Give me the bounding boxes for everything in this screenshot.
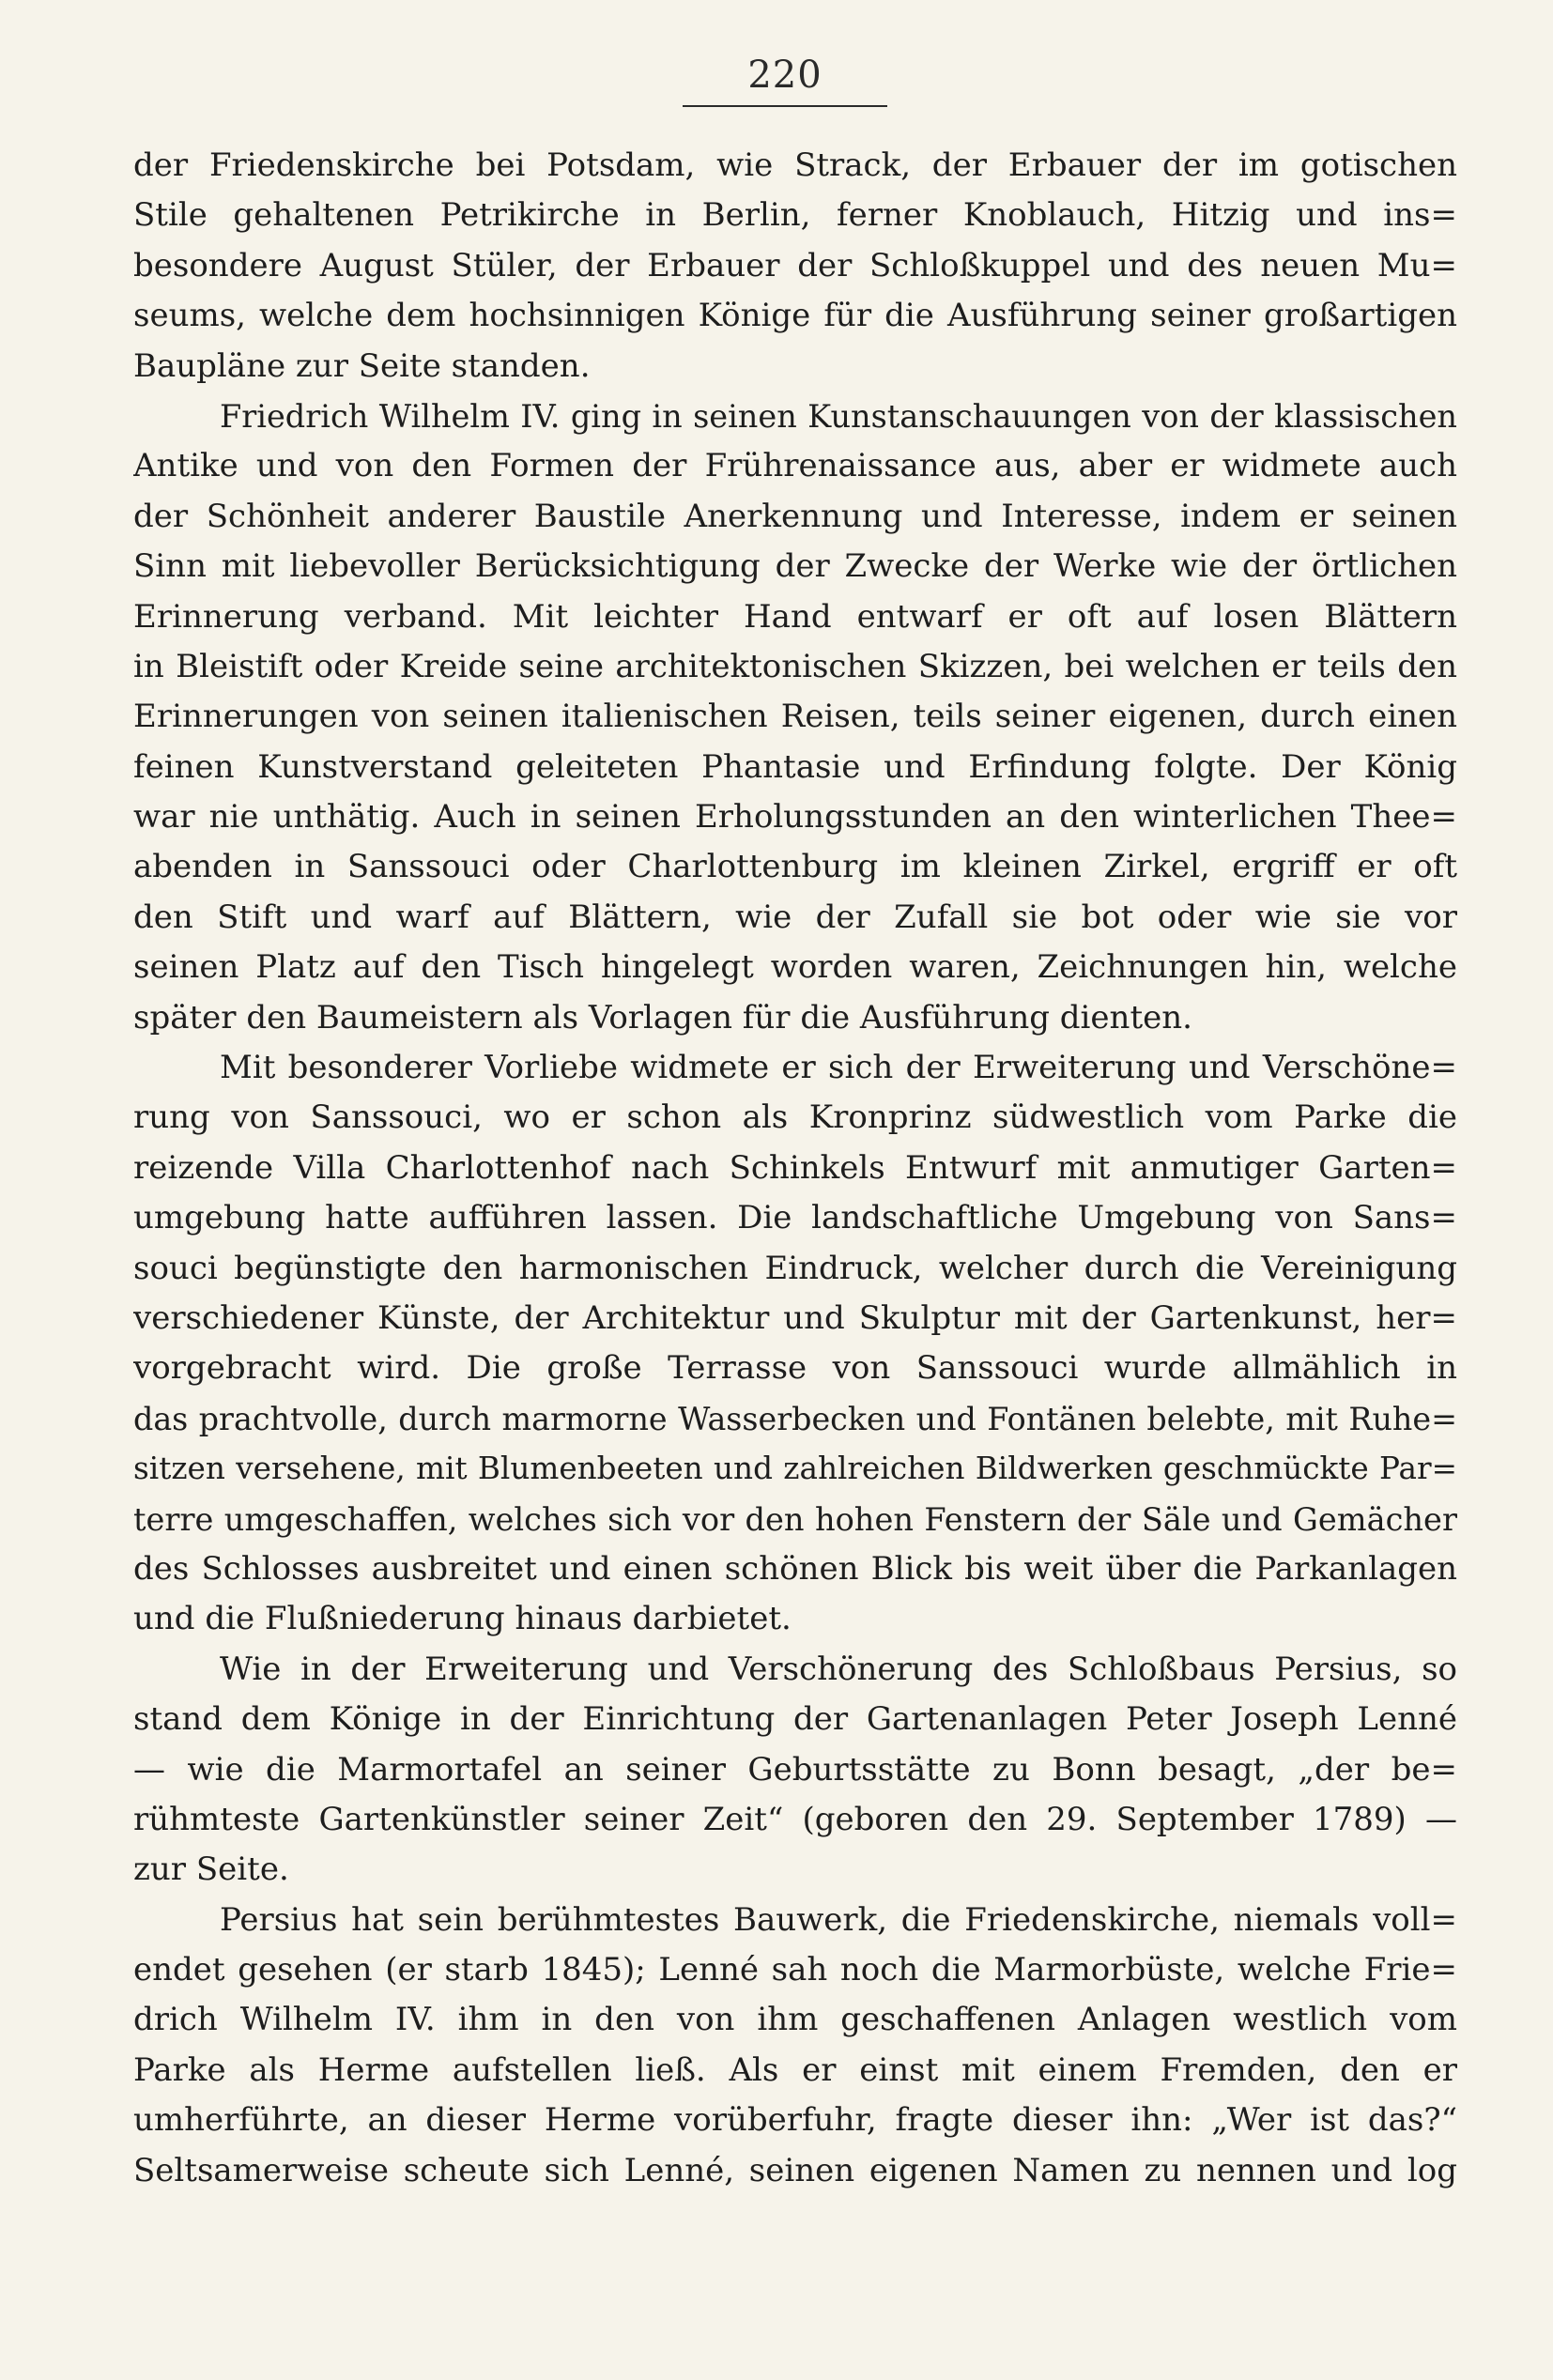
text-line: souci begünstigte den harmonischen Eindruck, welcher durch die Vereinigung (133, 1249, 1457, 1287)
paragraph (133, 392, 1457, 1043)
text-line: verschiedener Künste, der Architektur und Skulptur mit der Gartenkunst, her= (133, 1298, 1457, 1337)
text-line: — wie die Marmortafel an seiner Geburtsstätte zu Bonn besagt, „der be= (133, 1750, 1457, 1789)
text-line: später den Baumeistern als Vorlagen für die Ausführung dienten. (133, 998, 1192, 1036)
text-line: feinen Kunstverstand geleiteten Phantasie und Erfindung folgte. Der König (133, 747, 1457, 786)
text-line: den Stift und warf auf Blättern, wie der Zufall sie bot oder wie sie vor (133, 898, 1457, 936)
text-line: war nie unthätig. Auch in seinen Erholungsstunden an den winterlichen Thee= (133, 798, 1457, 837)
text-line: rühmteste Gartenkünstler seiner Zeit“ (geboren den 29. September 1789) — (133, 1800, 1457, 1838)
text-line: Friedrich Wilhelm IV. ging in seinen Kunstanschauungen von der klassischen (220, 397, 1457, 435)
paragraph (133, 1043, 1457, 1645)
text-line: besondere August Stüler, der Erbauer der Schloßkuppel und des neuen Mu= (133, 246, 1457, 284)
text-line: endet gesehen (er starb 1845); Lenné sah noch die Marmorbüste, welche Frie= (133, 1951, 1457, 1989)
text-line: stand dem Könige in der Einrichtung der Gartenanlagen Peter Joseph Lenné (133, 1700, 1457, 1739)
text-line: Erinnerung verband. Mit leichter Hand entwarf er oft auf losen Blättern (133, 597, 1457, 636)
text-line: zur Seite. (133, 1850, 289, 1889)
text-line: Mit besonderer Vorliebe widmete er sich der Erweiterung und Verschöne= (220, 1049, 1457, 1087)
text-line: des Schlosses ausbreitet und einen schönen Blick bis weit über die Parkanlagen (133, 1549, 1457, 1588)
page-number: 220 (747, 54, 823, 97)
text-line: Antike und von den Formen der Frührenaissance aus, aber er widmete auch (133, 447, 1457, 485)
text-line: terre umgeschaffen, welches sich vor den hohen Fenstern der Säle und Gemächer (133, 1500, 1457, 1538)
text-line: der Schönheit anderer Baustile Anerkennung und Interesse, indem er seinen (133, 497, 1457, 535)
paragraph (133, 141, 1457, 392)
paragraph (133, 1896, 1457, 2196)
text-line: der Friedenskirche bei Potsdam, wie Strack, der Erbauer der im gotischen (133, 146, 1457, 184)
header-rule (683, 105, 887, 107)
text-line: vorgebracht wird. Die große Terrasse von Sanssouci wurde allmählich in (133, 1349, 1457, 1388)
text-line: Erinnerungen von seinen italienischen Reisen, teils seiner eigenen, durch einen (133, 698, 1457, 736)
body-text (133, 141, 1457, 2196)
text-line: reizende Villa Charlottenhof nach Schinkels Entwurf mit anmutiger Garten= (133, 1148, 1457, 1187)
text-line: Parke als Herme aufstellen ließ. Als er einst mit einem Fremden, den er (133, 2050, 1457, 2089)
text-line: sitzen versehene, mit Blumenbeeten und zahlreichen Bildwerken geschmückte Par= (133, 1451, 1457, 1487)
text-line: Seltsamerweise scheute sich Lenné, seinen eigenen Namen zu nennen und log (133, 2151, 1457, 2189)
text-line: Persius hat sein berühmtestes Bauwerk, die Friedenskirche, niemals voll= (220, 1900, 1457, 1939)
text-line: seinen Platz auf den Tisch hingelegt worden waren, Zeichnungen hin, welche (133, 948, 1457, 987)
text-line: umherführte, an dieser Herme vorüberfuhr, fragte dieser ihn: „Wer ist das?“ (133, 2101, 1457, 2140)
text-line: abenden in Sanssouci oder Charlottenburg im kleinen Zirkel, ergriff er oft (133, 848, 1457, 886)
text-line: Baupläne zur Seite standen. (133, 346, 591, 385)
text-line: rung von Sanssouci, wo er schon als Kronprinz südwestlich vom Parke die (133, 1098, 1457, 1137)
text-line: drich Wilhelm IV. ihm in den von ihm geschaffenen Anlagen westlich vom (133, 2001, 1457, 2039)
text-line: seums, welche dem hochsinnigen Könige für die Ausführung seiner großartigen (133, 297, 1457, 335)
text-line: Stile gehaltenen Petrikirche in Berlin, ferner Knoblauch, Hitzig und ins= (133, 196, 1457, 235)
text-line: Wie in der Erweiterung und Verschönerung des Schloßbaus Persius, so (220, 1650, 1457, 1688)
paragraph (133, 1645, 1457, 1896)
text-line: Sinn mit liebevoller Berücksichtigung der Zwecke der Werke wie der örtlichen (133, 547, 1457, 586)
text-line: in Bleistift oder Kreide seine architektonischen Skizzen, bei welchen er teils den (133, 647, 1457, 685)
text-line: das prachtvolle, durch marmorne Wasserbecken und Fontänen belebte, mit Ruhe= (133, 1400, 1457, 1437)
text-line: umgebung hatte aufführen lassen. Die landschaftliche Umgebung von Sans= (133, 1199, 1457, 1237)
text-line: und die Flußniederung hinaus darbietet. (133, 1600, 792, 1638)
